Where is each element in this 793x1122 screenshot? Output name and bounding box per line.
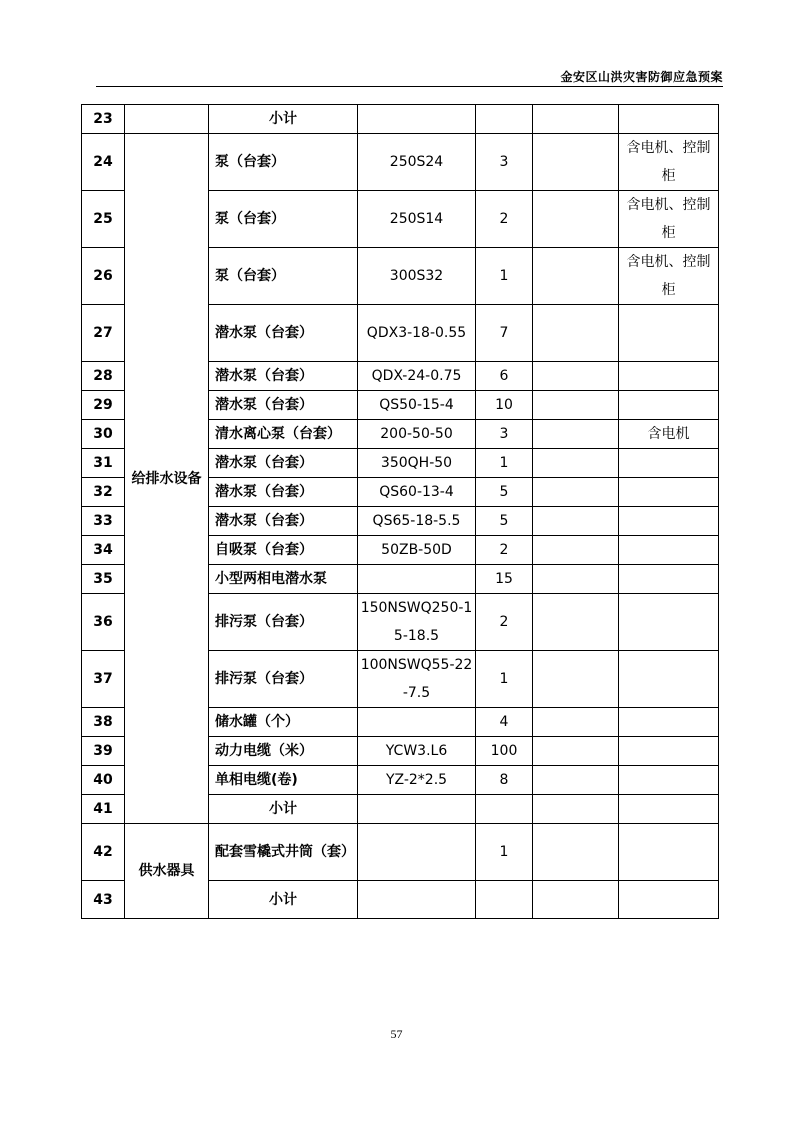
- row-number: 29: [82, 391, 125, 420]
- item-name: 泵（台套）: [209, 134, 358, 191]
- row-number: 39: [82, 737, 125, 766]
- item-model: YZ-2*2.5: [358, 766, 476, 795]
- item-model: 150NSWQ250-15-18.5: [358, 594, 476, 651]
- item-unit-price: [533, 362, 619, 391]
- category-cell: [125, 105, 209, 134]
- table-row: [82, 134, 719, 191]
- item-name: 小计: [209, 105, 358, 134]
- item-quantity: 8: [476, 766, 533, 795]
- equipment-table: [81, 104, 719, 919]
- item-note: 含电机、控制柜: [619, 191, 719, 248]
- row-number: 41: [82, 795, 125, 824]
- item-name: 单相电缆(卷): [209, 766, 358, 795]
- item-model: 100NSWQ55-22-7.5: [358, 651, 476, 708]
- item-model: 300S32: [358, 248, 476, 305]
- item-unit-price: [533, 305, 619, 362]
- item-model: QS50-15-4: [358, 391, 476, 420]
- item-unit-price: [533, 420, 619, 449]
- item-quantity: 2: [476, 536, 533, 565]
- item-name: 排污泵（台套）: [209, 594, 358, 651]
- item-unit-price: [533, 651, 619, 708]
- item-name: 潜水泵（台套）: [209, 362, 358, 391]
- item-unit-price: [533, 134, 619, 191]
- row-number: 27: [82, 305, 125, 362]
- item-name: 泵（台套）: [209, 248, 358, 305]
- header-rule: [96, 86, 723, 87]
- item-name: 小计: [209, 881, 358, 919]
- item-unit-price: [533, 708, 619, 737]
- category-drainage: 给排水设备: [125, 134, 209, 824]
- item-model: [358, 708, 476, 737]
- item-quantity: 4: [476, 708, 533, 737]
- item-quantity: 1: [476, 651, 533, 708]
- item-name: 自吸泵（台套）: [209, 536, 358, 565]
- row-number: 24: [82, 134, 125, 191]
- item-note: [619, 565, 719, 594]
- item-model: 350QH-50: [358, 449, 476, 478]
- item-quantity: 10: [476, 391, 533, 420]
- row-number: 37: [82, 651, 125, 708]
- item-note: [619, 766, 719, 795]
- item-model: [358, 824, 476, 881]
- item-name: 潜水泵（台套）: [209, 305, 358, 362]
- item-name: 潜水泵（台套）: [209, 478, 358, 507]
- item-unit-price: [533, 881, 619, 919]
- item-unit-price: [533, 478, 619, 507]
- item-note: [619, 478, 719, 507]
- item-name: 清水离心泵（台套）: [209, 420, 358, 449]
- item-quantity: 2: [476, 191, 533, 248]
- item-quantity: [476, 881, 533, 919]
- item-quantity: 1: [476, 824, 533, 881]
- item-quantity: [476, 105, 533, 134]
- row-number: 33: [82, 507, 125, 536]
- item-unit-price: [533, 795, 619, 824]
- item-model: [358, 565, 476, 594]
- item-model: QS65-18-5.5: [358, 507, 476, 536]
- item-model: YCW3.L6: [358, 737, 476, 766]
- item-quantity: 2: [476, 594, 533, 651]
- item-note: [619, 708, 719, 737]
- item-quantity: 7: [476, 305, 533, 362]
- item-unit-price: [533, 565, 619, 594]
- row-number: 38: [82, 708, 125, 737]
- item-model: [358, 105, 476, 134]
- item-quantity: 5: [476, 478, 533, 507]
- item-model: 50ZB-50D: [358, 536, 476, 565]
- item-model: 250S24: [358, 134, 476, 191]
- row-number: 31: [82, 449, 125, 478]
- item-model: QDX3-18-0.55: [358, 305, 476, 362]
- item-model: QS60-13-4: [358, 478, 476, 507]
- item-note: [619, 795, 719, 824]
- row-number: 34: [82, 536, 125, 565]
- item-unit-price: [533, 248, 619, 305]
- item-note: [619, 881, 719, 919]
- item-name: 小计: [209, 795, 358, 824]
- item-note: [619, 536, 719, 565]
- item-name: 潜水泵（台套）: [209, 449, 358, 478]
- row-number: 43: [82, 881, 125, 919]
- item-quantity: 3: [476, 134, 533, 191]
- item-unit-price: [533, 105, 619, 134]
- item-name: 泵（台套）: [209, 191, 358, 248]
- item-model: [358, 795, 476, 824]
- item-quantity: 100: [476, 737, 533, 766]
- item-note: [619, 594, 719, 651]
- item-quantity: 15: [476, 565, 533, 594]
- table-row: [82, 824, 719, 881]
- item-note: [619, 651, 719, 708]
- item-unit-price: [533, 824, 619, 881]
- item-quantity: 1: [476, 449, 533, 478]
- item-name: 潜水泵（台套）: [209, 391, 358, 420]
- row-number: 23: [82, 105, 125, 134]
- item-unit-price: [533, 594, 619, 651]
- row-number: 36: [82, 594, 125, 651]
- item-note: [619, 449, 719, 478]
- item-note: [619, 507, 719, 536]
- item-note: 含电机: [619, 420, 719, 449]
- item-quantity: 1: [476, 248, 533, 305]
- item-name: 潜水泵（台套）: [209, 507, 358, 536]
- item-name: 动力电缆（米）: [209, 737, 358, 766]
- item-note: 含电机、控制柜: [619, 134, 719, 191]
- item-model: 200-50-50: [358, 420, 476, 449]
- category-water-supply: 供水器具: [125, 824, 209, 919]
- row-number: 40: [82, 766, 125, 795]
- item-unit-price: [533, 449, 619, 478]
- item-unit-price: [533, 391, 619, 420]
- item-unit-price: [533, 507, 619, 536]
- item-name: 小型两相电潜水泵: [209, 565, 358, 594]
- row-number: 26: [82, 248, 125, 305]
- item-model: 250S14: [358, 191, 476, 248]
- item-note: [619, 305, 719, 362]
- item-unit-price: [533, 737, 619, 766]
- item-quantity: 6: [476, 362, 533, 391]
- item-note: [619, 362, 719, 391]
- item-note: [619, 105, 719, 134]
- item-unit-price: [533, 191, 619, 248]
- table-row: [82, 105, 719, 134]
- item-note: [619, 391, 719, 420]
- item-model: [358, 881, 476, 919]
- item-quantity: 5: [476, 507, 533, 536]
- page-number: 57: [390, 1027, 403, 1041]
- row-number: 35: [82, 565, 125, 594]
- item-name: 配套雪橇式井筒（套）: [209, 824, 358, 881]
- item-unit-price: [533, 766, 619, 795]
- item-note: [619, 737, 719, 766]
- row-number: 28: [82, 362, 125, 391]
- row-number: 30: [82, 420, 125, 449]
- item-name: 排污泵（台套）: [209, 651, 358, 708]
- row-number: 25: [82, 191, 125, 248]
- item-quantity: [476, 795, 533, 824]
- document-header-title: 金安区山洪灾害防御应急预案: [560, 70, 723, 84]
- item-note: 含电机、控制柜: [619, 248, 719, 305]
- item-unit-price: [533, 536, 619, 565]
- item-quantity: 3: [476, 420, 533, 449]
- row-number: 42: [82, 824, 125, 881]
- item-name: 储水罐（个）: [209, 708, 358, 737]
- item-model: QDX-24-0.75: [358, 362, 476, 391]
- row-number: 32: [82, 478, 125, 507]
- item-note: [619, 824, 719, 881]
